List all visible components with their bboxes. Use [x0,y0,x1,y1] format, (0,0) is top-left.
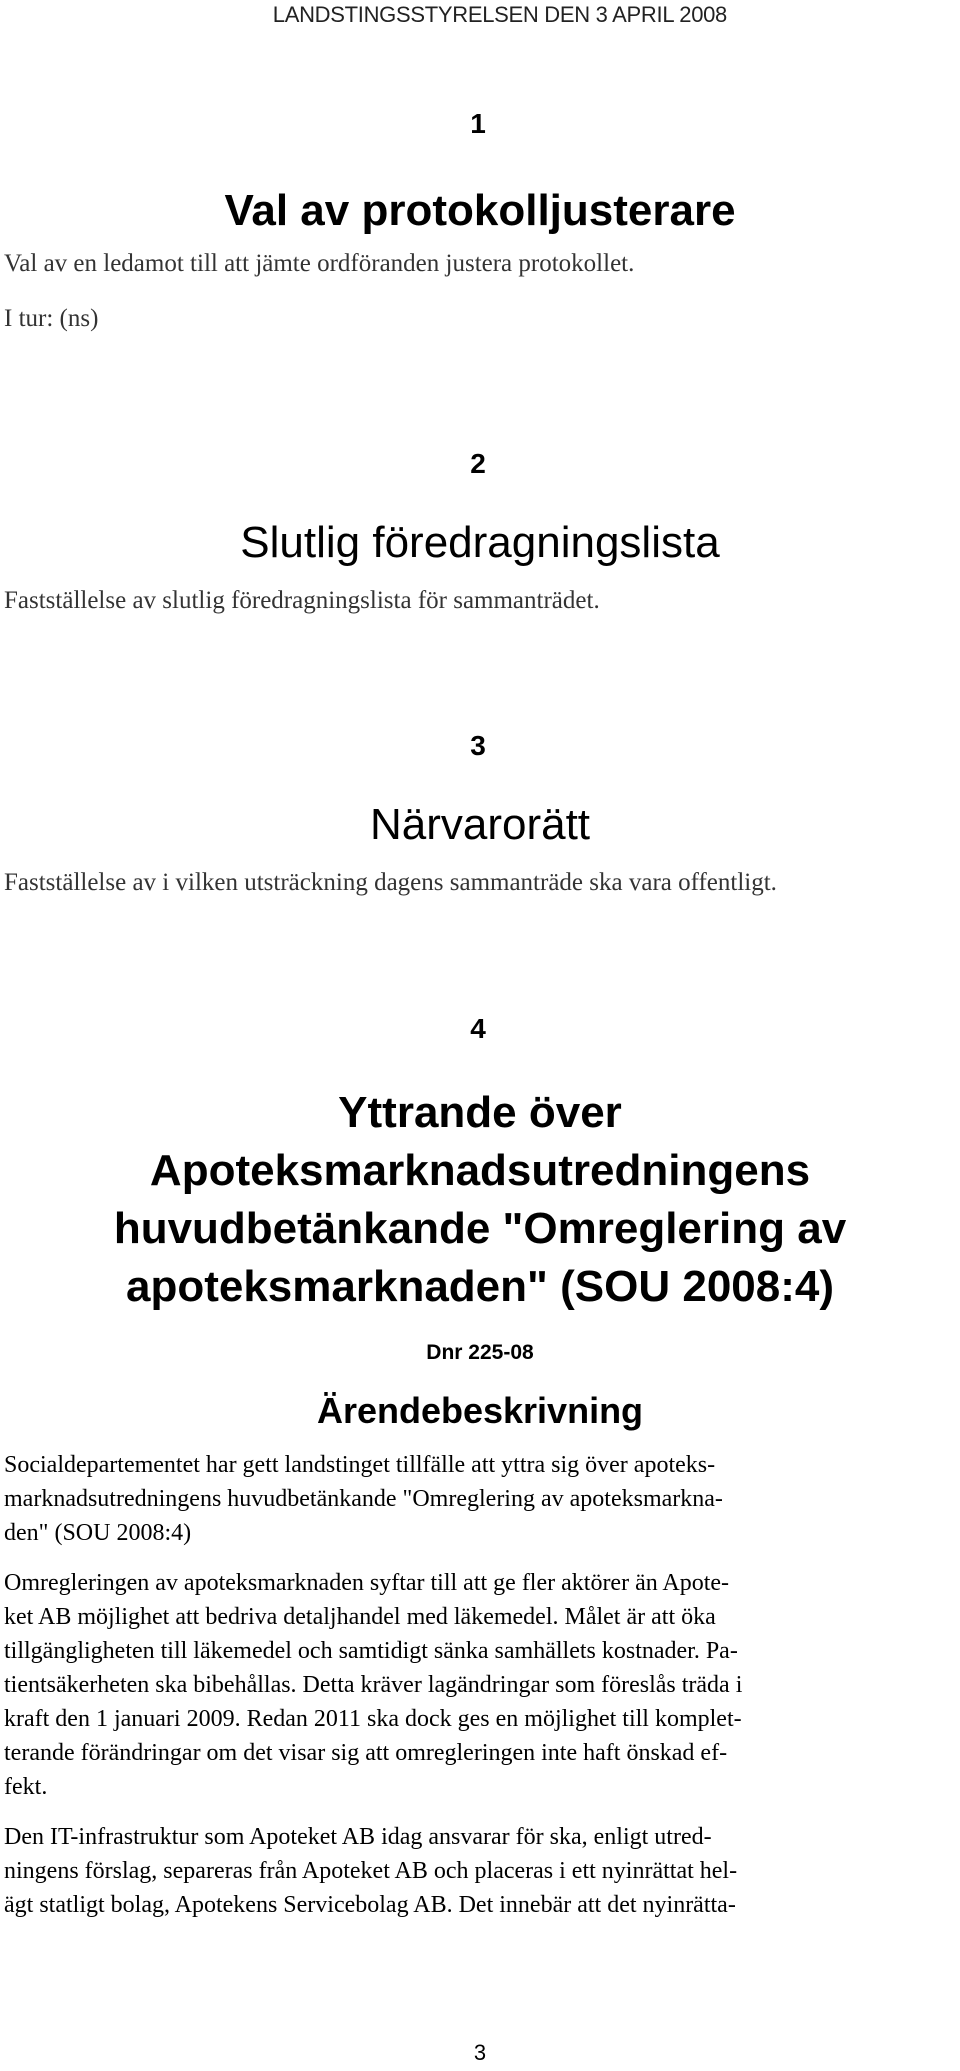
section-3-number: 3 [470,730,486,761]
paragraph-line: tillgängligheten till läkemedel och samtidigt sänka samhällets kostnader. Pa- [4,1638,738,1664]
section-4-title-line: Apoteksmarknadsutredningens [149,1146,811,1195]
section-4-number: 4 [470,1013,486,1044]
paragraph-line: marknadsutredningens huvudbetänkande "Omreglering av apoteksmarkna- [4,1486,723,1512]
section-4-title [0,1084,960,1316]
section-1-text-line: I tur: (ns) [4,305,99,332]
section-1-number: 1 [470,108,486,139]
dnr-label: Dnr 225-08 [426,1341,534,1364]
section-3-text-line: Fastställelse av i vilken utsträckning dagens sammanträde ska vara offentligt. [4,869,777,896]
paragraph-line: Omregleringen av apoteksmarknaden syftar till att ge fler aktörer än Apote- [4,1570,730,1596]
section-4-title-line: apoteksmarknaden" (SOU 2008:4) [125,1262,835,1311]
section-1-text-line: Val av en ledamot till att jämte ordföranden justera protokollet. [4,250,635,277]
paragraph-line: fekt. [4,1774,48,1800]
paragraph-line: ningens förslag, separeras från Apoteket AB och placeras i ett nyinrättat hel- [4,1858,738,1884]
section-2-number: 2 [470,448,486,479]
section-1-title: Val av protokolljusterare [224,186,736,235]
running-header: LANDSTINGSSTYRELSEN DEN 3 APRIL 2008 [272,2,727,27]
subheading: Ärendebeskrivning [316,1390,644,1431]
section-2-title: Slutlig föredragningslista [240,518,720,567]
paragraph [0,1820,960,1922]
paragraph-line: den" (SOU 2008:4) [4,1520,192,1546]
section-2-text-line: Fastställelse av slutlig föredragningslista för sammanträdet. [4,587,600,614]
paragraph-line: ket AB möjlighet att bedriva detaljhandel med läkemedel. Målet är att öka [4,1604,716,1630]
paragraph [0,1566,960,1804]
paragraph-line: Den IT-infrastruktur som Apoteket AB idag ansvarar för ska, enligt utred- [4,1824,712,1850]
paragraph-line: tientsäkerheten ska bibehållas. Detta kräver lagändringar som föreslås träda i [4,1672,743,1698]
paragraph-line: Socialdepartementet har gett landstinget tillfälle att yttra sig över apoteks- [4,1452,716,1478]
paragraph [0,1448,960,1550]
section-3-title: Närvarorätt [369,800,591,849]
section-4-title-line: Yttrande över [338,1088,622,1137]
paragraph-line: ägt statligt bolag, Apotekens Servicebolag AB. Det innebär att det nyinrätta- [4,1892,736,1918]
page-number: 3 [473,2040,487,2065]
section-4-title-line: huvudbetänkande "Omreglering av [113,1204,847,1253]
paragraph-line: terande förändringar om det visar sig att omregleringen inte haft önskad ef- [4,1740,728,1766]
paragraph-line: kraft den 1 januari 2009. Redan 2011 ska dock ges en möjlighet till komplet- [4,1706,742,1732]
